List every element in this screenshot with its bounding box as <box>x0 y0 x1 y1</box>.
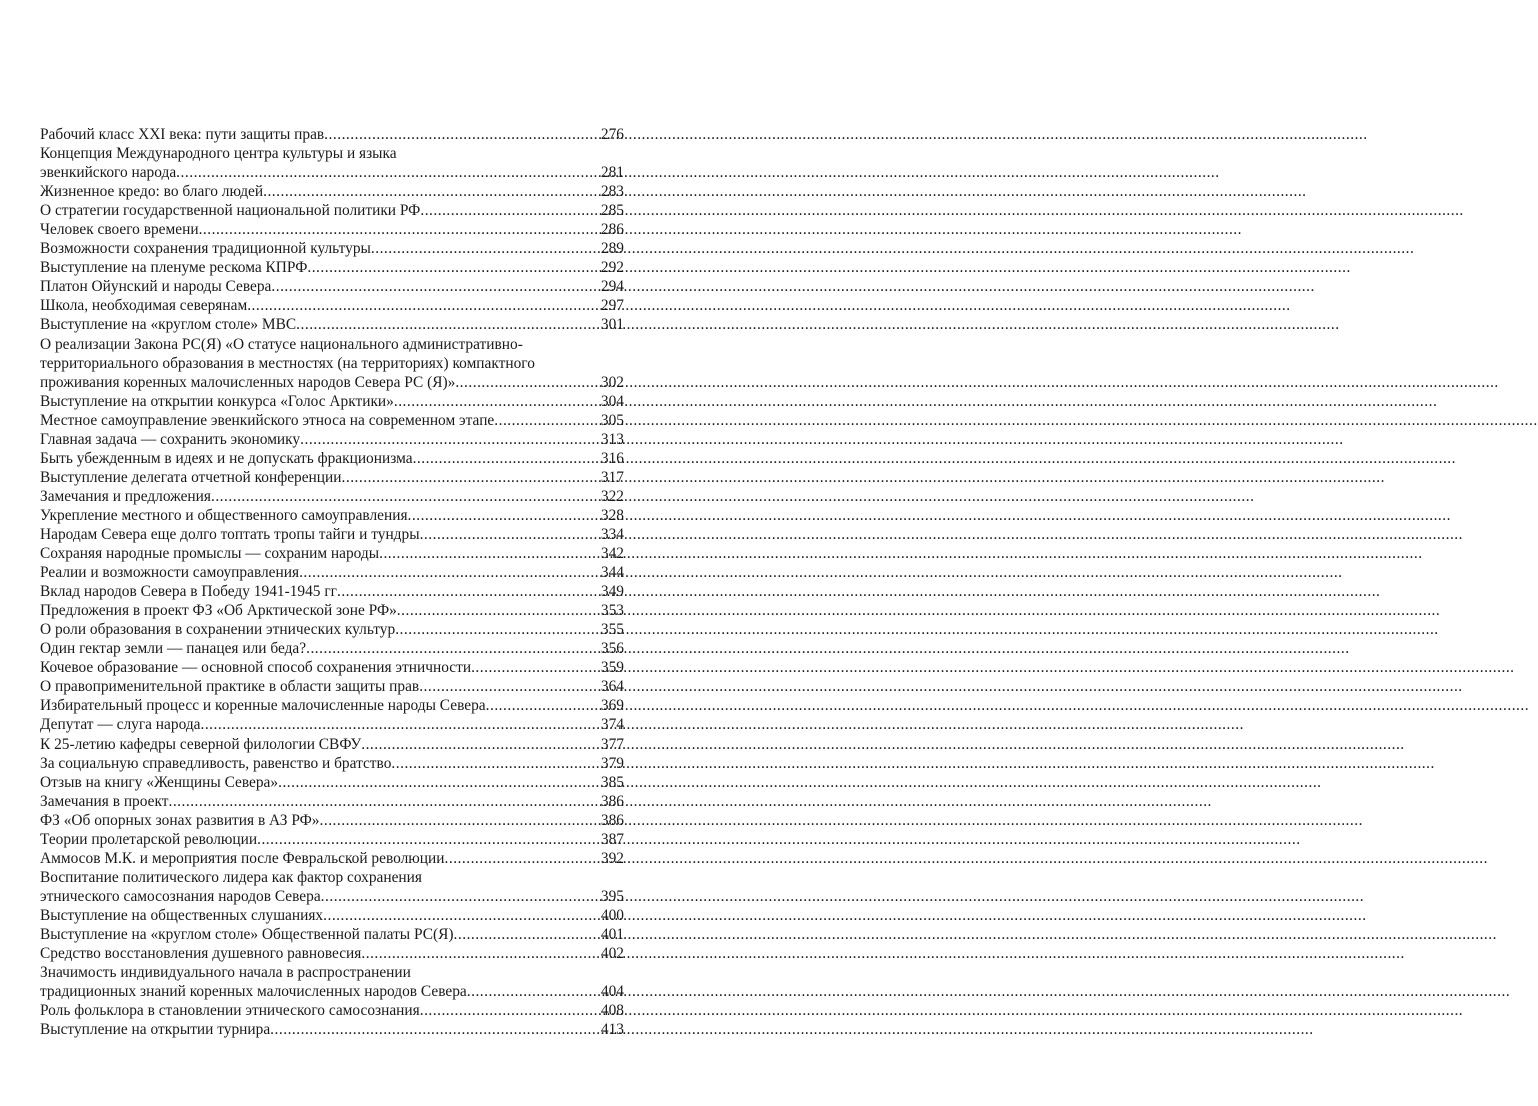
toc-page-number: 292 <box>600 259 624 277</box>
toc-page-number: 402 <box>600 945 624 963</box>
toc-entry-title: Выступление на открытии конкурса «Голос Арктики» <box>40 392 394 410</box>
toc-entry <box>40 754 624 773</box>
toc-page-number: 400 <box>600 906 624 924</box>
toc-entry <box>40 868 624 906</box>
toc-page-number: 328 <box>600 506 624 524</box>
toc-entry-row <box>40 163 624 182</box>
toc-entry <box>40 220 624 239</box>
toc-entry-row <box>40 544 624 563</box>
toc-entry-title: Возможности сохранения традиционной культуры <box>40 240 371 258</box>
toc-entry <box>40 144 624 182</box>
dot-leader <box>337 582 600 601</box>
toc-page-number: 297 <box>600 297 624 315</box>
toc-entry <box>40 335 624 392</box>
toc-page-number: 355 <box>600 621 624 639</box>
toc-entry-title: Выступление делегата отчетной конференции <box>40 468 342 486</box>
toc-entry-title: За социальную справедливость, равенство и братство <box>40 754 392 772</box>
toc-entry-title-line: территориального образования в местностях (на территориях) компактного <box>40 354 535 372</box>
toc-entry <box>40 277 624 296</box>
toc-page-number: 385 <box>600 773 624 791</box>
toc-entry-row <box>40 430 624 449</box>
toc-entry-title: Замечания и предложения <box>40 487 211 505</box>
toc-entry-title-line: О реализации Закона РС(Я) «О статусе национального административно- <box>40 335 523 353</box>
dot-leader <box>420 201 600 220</box>
toc-entry <box>40 696 624 715</box>
toc-page-number: 395 <box>600 887 624 905</box>
toc-page-number: 281 <box>600 164 624 182</box>
dot-leader <box>306 639 600 658</box>
toc-entry-row <box>40 315 624 334</box>
toc-page-number: 342 <box>600 545 624 563</box>
toc-entry <box>40 1020 624 1039</box>
toc-entry-title: Школа, необходимая северянам <box>40 297 248 315</box>
toc-page-number: 387 <box>600 830 624 848</box>
toc-entry-row <box>40 449 624 468</box>
toc-page-number: 304 <box>600 392 624 410</box>
toc-page-number: 374 <box>600 716 624 734</box>
toc-entry <box>40 792 624 811</box>
dot-leader <box>361 735 600 754</box>
dot-leader <box>395 620 600 639</box>
toc-entry-row <box>40 830 624 849</box>
dot-leader <box>200 715 599 734</box>
toc-entry <box>40 906 624 925</box>
toc-entry <box>40 601 624 620</box>
toc-entry-title: О правоприменительной практике в области защиты прав <box>40 678 420 696</box>
toc-entry <box>40 411 624 430</box>
toc-page-number: 356 <box>600 640 624 658</box>
toc-entry-row <box>40 258 624 277</box>
dot-leader <box>320 811 600 830</box>
dot-leader <box>199 220 600 239</box>
toc-entry-row <box>40 906 624 925</box>
toc-entry-row <box>40 411 624 430</box>
toc-entry-row <box>40 620 624 639</box>
toc-entry-row <box>40 582 624 601</box>
toc-entry <box>40 944 624 963</box>
dot-leader <box>211 487 600 506</box>
toc-entry <box>40 201 624 220</box>
toc-entry-title: Укрепление местного и общественного самоуправления <box>40 506 408 524</box>
toc-page-number: 344 <box>600 564 624 582</box>
toc-entry-title: О стратегии государственной национальной политики РФ <box>40 202 421 220</box>
toc-entry-row <box>40 563 624 582</box>
toc-entry-title: этнического самосознания народов Севера <box>40 887 321 905</box>
toc-entry-title: Сохраняя народные промыслы — сохраним народы <box>40 545 380 563</box>
toc-page-number: 302 <box>600 373 624 391</box>
dot-leader <box>413 449 600 468</box>
toc-entry-title: традиционных знаний коренных малочисленных народов Севера <box>40 983 467 1001</box>
toc-entry-title: Выступление на общественных слушаниях <box>40 906 324 924</box>
toc-entry <box>40 544 624 563</box>
document-page <box>0 0 696 1106</box>
toc-entry-row <box>40 373 624 392</box>
toc-entry-title-line: Значимость индивидуального начала в распространении <box>40 964 411 982</box>
toc-entry-title: Выступление на пленуме рескома КПРФ <box>40 259 308 277</box>
toc-page-number: 283 <box>600 183 624 201</box>
toc-entry <box>40 925 624 944</box>
toc-page-number: 294 <box>600 278 624 296</box>
toc-entry-title: Выступление на открытии турнира <box>40 1021 271 1039</box>
toc-entry-title: Жизненное кредо: во благо людей <box>40 183 264 201</box>
toc-page-number: 334 <box>600 525 624 543</box>
dot-leader <box>397 601 600 620</box>
toc-entry-title: Платон Ойунский и народы Севера <box>40 278 272 296</box>
dot-leader <box>486 696 600 715</box>
dot-leader <box>361 944 600 963</box>
dot-leader <box>278 773 600 792</box>
toc-entry-row <box>40 925 624 944</box>
dot-leader <box>296 315 600 334</box>
toc-entry-title: О роли образования в сохранении этнических культур <box>40 621 396 639</box>
dot-leader <box>471 658 600 677</box>
toc-entry-row <box>40 468 624 487</box>
toc-entry-row <box>40 125 624 144</box>
toc-entry-title: Реалии и возможности самоуправления <box>40 564 300 582</box>
toc-entry <box>40 963 624 1001</box>
toc-entry-title: Выступление на «круглом столе» Общественной палаты РС(Я) <box>40 925 454 943</box>
toc-page-number: 349 <box>600 583 624 601</box>
toc-entry-title: Избирательный процесс и коренные малочисленные народы Севера <box>40 697 486 715</box>
toc-entry <box>40 735 624 754</box>
toc-entry <box>40 773 624 792</box>
toc-page-number: 364 <box>600 678 624 696</box>
toc-entry <box>40 620 624 639</box>
toc-page-number: 386 <box>600 811 624 829</box>
toc-page-number: 322 <box>600 487 624 505</box>
toc-entry-title: Отзыв на книгу «Женщины Севера» <box>40 773 279 791</box>
toc-entry <box>40 715 624 734</box>
toc-entry <box>40 125 624 144</box>
toc-entry-row <box>40 296 624 315</box>
dot-leader <box>454 925 600 944</box>
toc-entry <box>40 258 624 277</box>
dot-leader <box>323 906 600 925</box>
toc-entry-row <box>40 792 624 811</box>
toc-page-number: 369 <box>600 697 624 715</box>
dot-leader <box>324 125 600 144</box>
toc-entry-title: Местное самоуправление эвенкийского этноса на современном этапе <box>40 411 495 429</box>
dot-leader <box>408 506 600 525</box>
toc-entry-row <box>40 944 624 963</box>
toc-entry <box>40 449 624 468</box>
table-of-contents <box>40 125 624 1039</box>
dot-leader <box>307 258 600 277</box>
toc-page-number: 379 <box>600 754 624 772</box>
toc-page-number: 276 <box>600 126 624 143</box>
toc-entry-row <box>40 201 624 220</box>
toc-page-number: 313 <box>600 430 624 448</box>
toc-entry-title: Депутат — слуга народа <box>40 716 201 734</box>
dot-leader <box>263 182 600 201</box>
toc-entry <box>40 639 624 658</box>
toc-entry-title: проживания коренных малочисленных народов Севера РС (Я)» <box>40 373 456 391</box>
toc-entry <box>40 811 624 830</box>
toc-entry-row <box>40 887 624 906</box>
dot-leader <box>394 392 600 411</box>
toc-entry <box>40 658 624 677</box>
toc-entry-title: Средство восстановления душевного равновесия <box>40 945 362 963</box>
toc-entry-title: Теории пролетарской революции <box>40 830 258 848</box>
toc-entry-row <box>40 182 624 201</box>
toc-page-number: 392 <box>600 849 624 867</box>
toc-page-number: 353 <box>600 602 624 620</box>
toc-entry-title: ФЗ «Об опорных зонах развития в АЗ РФ» <box>40 811 320 829</box>
toc-entry-row <box>40 487 624 506</box>
toc-entry-title: Замечания в проект <box>40 792 169 810</box>
toc-entry-title: Аммосов М.К. и мероприятия после Февральской революции <box>40 849 445 867</box>
dot-leader <box>420 1001 600 1020</box>
toc-entry <box>40 849 624 868</box>
toc-entry <box>40 468 624 487</box>
toc-entry-title: Выступление на «круглом столе» МВС <box>40 316 297 334</box>
toc-entry <box>40 506 624 525</box>
dot-leader <box>445 849 600 868</box>
dot-leader <box>299 563 600 582</box>
toc-entry-title: К 25-летию кафедры северной филологии СВФУ <box>40 735 362 753</box>
toc-entry-row <box>40 639 624 658</box>
toc-entry <box>40 296 624 315</box>
toc-page-number: 289 <box>600 240 624 258</box>
toc-entry <box>40 430 624 449</box>
toc-entry <box>40 1001 624 1020</box>
toc-entry-row <box>40 392 624 411</box>
toc-entry-row <box>40 735 624 754</box>
toc-page-number: 408 <box>600 1002 624 1020</box>
dot-leader <box>270 1020 600 1039</box>
toc-entry-row <box>40 1001 624 1020</box>
toc-entry <box>40 392 624 411</box>
toc-entry <box>40 677 624 696</box>
toc-entry-title: Один гектар земли — панацея или беда? <box>40 640 307 658</box>
toc-page-number: 317 <box>600 468 624 486</box>
toc-entry-title: Главная задача — сохранить экономику <box>40 430 301 448</box>
toc-entry-row <box>40 506 624 525</box>
toc-entry-row <box>40 601 624 620</box>
toc-entry-row <box>40 277 624 296</box>
toc-entry <box>40 182 624 201</box>
toc-page-number: 286 <box>600 221 624 239</box>
toc-entry-row <box>40 696 624 715</box>
toc-entry-row <box>40 239 624 258</box>
dot-leader <box>494 411 600 430</box>
toc-entry-row <box>40 658 624 677</box>
dot-leader <box>342 468 600 487</box>
dot-leader <box>379 544 600 563</box>
toc-entry-title: Быть убежденным в идеях и не допускать фракционизма <box>40 449 413 467</box>
dot-leader <box>391 754 600 773</box>
toc-page-number: 413 <box>600 1021 624 1039</box>
toc-entry-title-line: Концепция Международного центра культуры и языка <box>40 145 397 163</box>
toc-entry <box>40 582 624 601</box>
toc-page-number: 305 <box>600 411 624 429</box>
toc-entry-title: Вклад народов Севера в Победу 1941-1945 гг <box>40 583 337 601</box>
toc-page-number: 316 <box>600 449 624 467</box>
toc-entry-title: эвенкийского народа <box>40 164 177 182</box>
toc-page-number: 359 <box>600 659 624 677</box>
toc-page-number: 401 <box>600 925 624 943</box>
dot-leader <box>176 163 600 182</box>
toc-page-number: 404 <box>600 983 624 1001</box>
toc-entry-row <box>40 754 624 773</box>
dot-leader <box>247 296 600 315</box>
dot-leader <box>467 982 600 1001</box>
toc-entry-row <box>40 677 624 696</box>
toc-entry-row <box>40 811 624 830</box>
dot-leader <box>420 525 600 544</box>
dot-leader <box>371 239 600 258</box>
toc-entry-row <box>40 849 624 868</box>
toc-page-number: 301 <box>600 316 624 334</box>
toc-entry-title: Народам Севера еще долго топтать тропы тайги и тундры <box>40 525 420 543</box>
toc-entry-row <box>40 982 624 1001</box>
toc-entry <box>40 563 624 582</box>
toc-entry-title: Кочевое образование — основной способ сохранения этничности <box>40 659 472 677</box>
toc-entry <box>40 830 624 849</box>
toc-page-number: 386 <box>600 792 624 810</box>
dot-leader <box>257 830 600 849</box>
toc-entry <box>40 525 624 544</box>
toc-entry-title: Роль фольклора в становлении этнического самосознания <box>40 1002 420 1020</box>
toc-entry-title: Человек своего времени <box>40 221 199 239</box>
toc-entry-row <box>40 773 624 792</box>
toc-page-number: 377 <box>600 735 624 753</box>
toc-entry-title: Рабочий класс XXI века: пути защиты прав <box>40 126 325 143</box>
dot-leader <box>455 373 600 392</box>
toc-page-number: 285 <box>600 202 624 220</box>
dot-leader <box>168 792 599 811</box>
toc-entry-title-line: Воспитание политического лидера как фактор сохранения <box>40 868 422 886</box>
toc-entry-row <box>40 715 624 734</box>
toc-entry-row <box>40 525 624 544</box>
toc-entry <box>40 315 624 334</box>
toc-entry-row <box>40 220 624 239</box>
toc-entry-title: Предложения в проект ФЗ «Об Арктической зоне РФ» <box>40 602 397 620</box>
dot-leader <box>419 677 600 696</box>
toc-entry <box>40 487 624 506</box>
dot-leader <box>271 277 600 296</box>
toc-entry-row <box>40 1020 624 1039</box>
dot-leader <box>300 430 600 449</box>
dot-leader <box>321 887 600 906</box>
toc-entry <box>40 239 624 258</box>
